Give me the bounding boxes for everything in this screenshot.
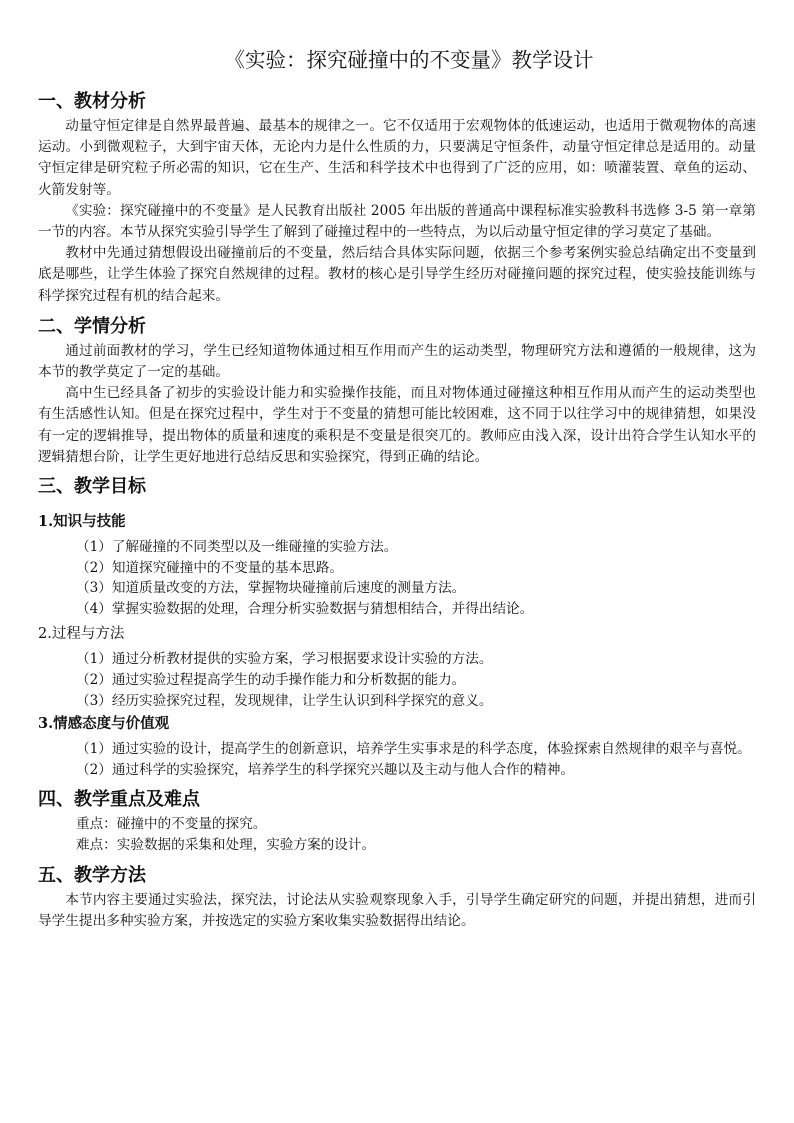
subheading-emotions-values: 3.情感态度与价值观: [38, 715, 170, 733]
paragraph: 通过前面教材的学习，学生已经知道物体通过相互作用而产生的运动类型，物理研究方法和遵循的一般规律，这为本节的教学莫定了一定的基础。: [38, 342, 756, 381]
section-heading-teaching-objectives: 三、教学目标: [38, 476, 146, 498]
list-item: （2）通过科学的实验探究，培养学生的科学探究兴趣以及主动与他人合作的精神。: [76, 762, 575, 779]
document-title: 《实验：探究碰撞中的不变量》教学设计: [224, 48, 594, 72]
list-item: （1）通过分析教材提供的实验方案，学习根据要求设计实验的方法。: [76, 651, 493, 668]
paragraph: 动量守恒定律是自然界最普遍、最基本的规律之一。它不仅适用于宏观物体的低速运动，也适用于微观物体的高速运动。小到微观粒子，大到宇宙天体，无论内力是什么性质的力，只要满足守恒条件，动量守恒定律总是适用的。动量守恒定律是研究粒子所必需的知识，它在生产、生活和科学技术中也得到了广泛的应用，如：喷灌装置、章鱼的运动、火箭发射等。: [38, 118, 756, 198]
section-heading-learner-analysis: 二、学情分析: [38, 315, 146, 337]
list-item: （3）经历实验探究过程，发现规律，让学生认识到科学探究的意义。: [76, 692, 493, 709]
subheading-process-methods: 2.过程与方法: [38, 626, 125, 643]
paragraph: 《实验：探究碰撞中的不变量》是人民教育出版社 2005 年出版的普通高中课程标准实验教科书选修 3-5 第一章第一节的内容。本节从探究实验引导学生了解到了碰撞过程中的一些特点，为以后动量守恒定律的学习莫定了基础。: [38, 202, 756, 241]
paragraph: 本节内容主要通过实验法，探究法，讨论法从实验观察现象入手，引导学生确定研究的问题，并提出猜想，进而引导学生提出多种实验方案，并按选定的实验方案收集实验数据得出结论。: [38, 892, 756, 930]
list-item: （3）知道质量改变的方法，掌握物块碰撞前后速度的测量方法。: [76, 580, 466, 597]
list-item: （4）掌握实验数据的处理，合理分析实验数据与猜想相结合，并得出结论。: [76, 600, 534, 617]
key-point: 重点：碰撞中的不变量的探究。: [76, 816, 267, 832]
list-item: （1）通过实验的设计，提高学生的创新意识，培养学生实事求是的科学态度，体验探索自然规律的艰辛与喜悦。: [76, 741, 751, 758]
section-heading-key-difficult-points: 四、教学重点及难点: [38, 789, 200, 810]
list-item: （2）知道探究碰撞中的不变量的基本思路。: [76, 559, 343, 576]
subheading-knowledge-skills: 1.知识与技能: [38, 513, 126, 531]
list-item: （1）了解碰撞的不同类型以及一维碰撞的实验方法。: [76, 539, 398, 556]
difficult-point: 难点：实验数据的采集和处理，实验方案的设计。: [76, 837, 376, 853]
section-heading-textbook-analysis: 一、教材分析: [38, 91, 146, 112]
section-heading-teaching-methods: 五、教学方法: [38, 865, 146, 886]
list-item: （2）通过实验过程提高学生的动手操作能力和分析数据的能力。: [76, 672, 466, 689]
paragraph: 高中生已经具备了初步的实验设计能力和实验操作技能，而且对物体通过碰撞这种相互作用从而产生的运动类型也有生活感性认知。但是在探究过程中，学生对于不变量的猜想可能比较困难，这不同于以往学习中的规律猜想，如果没有一定的逻辑推导，提出物体的质量和速度的乘积是不变量是很突兀的。教师应由浅入深，设计出符合学生认知水平的逻辑猜想台阶，让学生更好地进行总结反思和实验探究，得到正确的结论。: [38, 385, 756, 465]
paragraph: 教材中先通过猜想假设出碰撞前后的不变量，然后结合具体实际问题，依据三个参考案例实验总结确定出不变量到底是哪些，让学生体验了探究自然规律的过程。教材的核心是引导学生经历对碰撞问题的探究过程，使实验技能训练与科学探究过程有机的结合起来。: [38, 245, 756, 304]
